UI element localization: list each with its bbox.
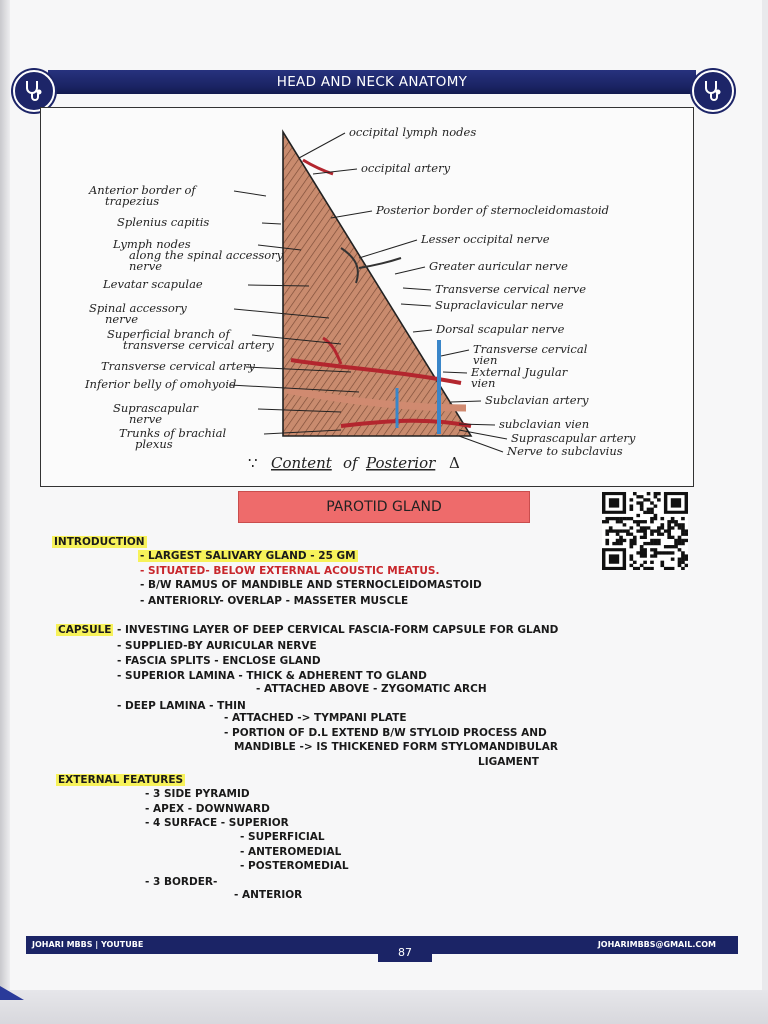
right-label-8: Transverse cervical xyxy=(473,342,588,356)
left-label-0-1: trapezius xyxy=(105,194,160,208)
posterior-triangle-figure xyxy=(40,107,694,487)
left-label-1: Splenius capitis xyxy=(117,215,210,229)
right-label-4: Greater auricular nerve xyxy=(429,259,568,273)
ext-line-6: - POSTEROMEDIAL xyxy=(240,860,349,872)
corner-decoration xyxy=(0,986,24,1000)
right-label-10: Subclavian artery xyxy=(485,393,589,407)
capsule-line-2: - SUPPLIED-BY AURICULAR NERVE xyxy=(117,640,317,652)
capsule-heading: CAPSULE xyxy=(58,624,112,636)
caption-prefix: ∵ xyxy=(248,454,258,472)
capsule-line-8: - PORTION OF D.L EXTEND B/W STYLOID PROCESS AND xyxy=(224,727,547,739)
caption-word-posterior: Posterior xyxy=(366,454,436,472)
qr-code-icon[interactable] xyxy=(602,492,688,570)
right-leader-line-9 xyxy=(443,372,467,373)
ext-line-2: - APEX - DOWNWARD xyxy=(145,803,270,815)
right-label-2: Posterior border of sternocleidomastoid xyxy=(376,203,610,217)
intro-line-3: - B/W RAMUS OF MANDIBLE AND STERNOCLEIDOMASTOID xyxy=(140,579,482,591)
caption-triangle-symbol: Δ xyxy=(449,454,460,472)
page-bottom-edge xyxy=(0,990,768,1024)
intro-heading: INTRODUCTION xyxy=(54,536,145,548)
right-label-13: Nerve to subclavius xyxy=(507,444,623,458)
ext-line-3: - 4 SURFACE - SUPERIOR xyxy=(145,817,289,829)
capsule-line-6: - DEEP LAMINA - THIN xyxy=(117,700,246,712)
ext-line-5: - ANTEROMEDIAL xyxy=(240,846,342,858)
right-leader-line-4 xyxy=(395,267,425,274)
capsule-line-9: MANDIBLE -> IS THICKENED FORM STYLOMANDIBULAR xyxy=(234,741,558,753)
ext-line-7: - 3 BORDER- xyxy=(145,876,218,888)
right-leader-line-0 xyxy=(299,133,345,158)
left-label-6: Transverse cervical artery xyxy=(101,359,255,373)
ext-line-4: - SUPERFICIAL xyxy=(240,831,325,843)
right-leader-line-2 xyxy=(331,211,372,218)
left-label-5-1: transverse cervical artery xyxy=(123,338,274,352)
capsule-line-3: - FASCIA SPLITS - ENCLOSE GLAND xyxy=(117,655,321,667)
left-label-9-1: plexus xyxy=(135,437,173,451)
left-label-3: Levatar scapulae xyxy=(103,277,203,291)
right-leader-line-8 xyxy=(441,350,469,356)
footer-left-text: JOHARI MBBS | YOUTUBE xyxy=(32,940,144,949)
right-leader-line-5 xyxy=(403,288,431,290)
left-label-9: Trunks of brachial xyxy=(119,426,227,440)
capsule-line-1: - INVESTING LAYER OF DEEP CERVICAL FASCIA-FORM CAPSULE FOR GLAND xyxy=(117,624,559,636)
caption-word-content: Content xyxy=(271,454,332,472)
left-label-0: Anterior border of xyxy=(89,183,196,197)
capsule-line-10: LIGAMENT xyxy=(478,756,539,768)
right-leader-line-3 xyxy=(359,240,417,258)
left-label-2-1: along the spinal accessory xyxy=(129,248,284,262)
left-label-8-1: nerve xyxy=(129,412,163,426)
intro-line-4: - ANTERIORLY- OVERLAP - MASSETER MUSCLE xyxy=(140,595,409,607)
right-leader-line-13 xyxy=(459,436,503,452)
intro-line-1: - LARGEST SALIVARY GLAND - 25 GM xyxy=(140,550,356,562)
footer-email[interactable]: JOHARIMBBS@GMAIL.COM xyxy=(597,940,716,949)
external-features-heading: EXTERNAL FEATURES xyxy=(58,774,184,786)
right-label-9: External Jugular xyxy=(471,365,568,379)
right-leader-line-7 xyxy=(413,330,432,332)
caption-word-of: of xyxy=(343,454,358,472)
capsule-line-4: - SUPERIOR LAMINA - THICK & ADHERENT TO GLAND xyxy=(117,670,427,682)
right-label-9-1: vien xyxy=(471,376,496,390)
capsule-line-5: - ATTACHED ABOVE - ZYGOMATIC ARCH xyxy=(256,683,487,695)
left-label-5: Superficial branch of xyxy=(107,327,230,341)
left-label-2-2: nerve xyxy=(129,259,163,273)
left-label-2: Lymph nodes xyxy=(113,237,191,251)
right-label-0: occipital lymph nodes xyxy=(349,125,477,139)
page-number: 87 xyxy=(378,942,432,962)
right-leader-line-6 xyxy=(401,304,431,306)
right-label-12: Suprascapular artery xyxy=(511,431,636,445)
book-spine xyxy=(0,0,10,1024)
right-label-3: Lesser occipital nerve xyxy=(421,232,550,246)
stethoscope-icon xyxy=(692,70,734,112)
left-label-4-1: nerve xyxy=(105,312,139,326)
right-label-6: Supraclavicular nerve xyxy=(435,298,564,312)
left-leader-line-1 xyxy=(262,223,281,224)
intro-line-2: - SITUATED- BELOW EXTERNAL ACOUSTIC MEATUS. xyxy=(140,565,440,577)
right-label-11: subclavian vien xyxy=(499,417,590,431)
ext-line-8: - ANTERIOR xyxy=(234,889,303,901)
right-label-7: Dorsal scapular nerve xyxy=(436,322,565,336)
left-leader-line-0 xyxy=(234,191,266,196)
left-label-7: Inferior belly of omohyoid xyxy=(85,377,237,391)
ext-line-1: - 3 SIDE PYRAMID xyxy=(145,788,250,800)
left-label-8: Suprascapular xyxy=(113,401,198,415)
stethoscope-icon xyxy=(13,70,55,112)
right-label-5: Transverse cervical nerve xyxy=(435,282,587,296)
capsule-line-7: - ATTACHED -> TYMPANI PLATE xyxy=(224,712,407,724)
header-banner: HEAD AND NECK ANATOMY xyxy=(48,70,696,94)
right-label-8-1: vien xyxy=(473,353,498,367)
left-label-4: Spinal accessory xyxy=(89,301,187,315)
right-label-1: occipital artery xyxy=(361,161,451,175)
section-title: PAROTID GLAND xyxy=(238,491,530,523)
right-leader-line-10 xyxy=(451,401,481,402)
